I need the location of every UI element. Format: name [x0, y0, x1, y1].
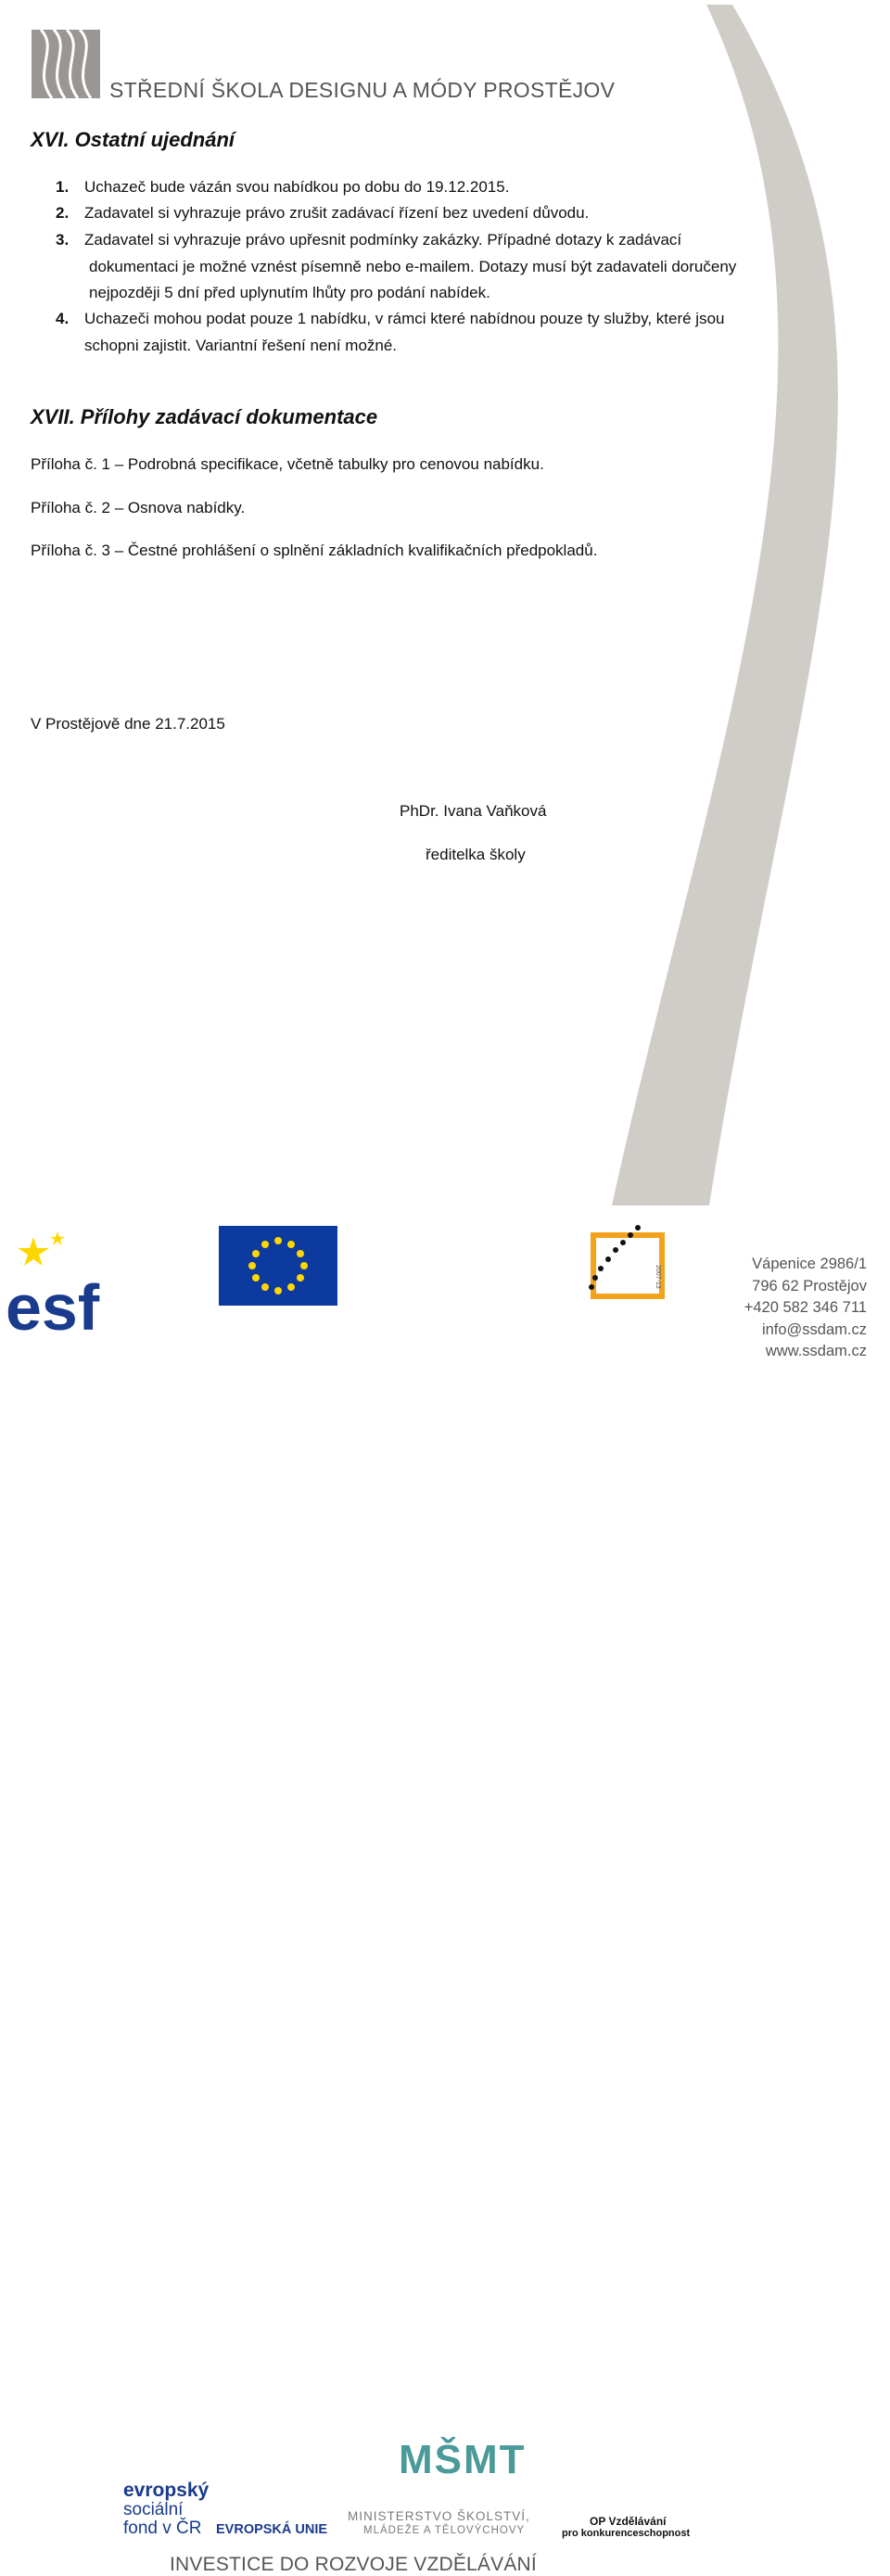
list-item: [56, 200, 797, 227]
list-text: schopni zajistit. Variantní řešení není možné.: [84, 336, 398, 354]
op-logo-icon: [588, 1224, 668, 1302]
svg-text:esf: esf: [6, 1271, 100, 1335]
eu-flag-icon: [219, 1226, 337, 1306]
signatory-role: ředitelka školy: [426, 846, 526, 863]
contact-address: Vápenice 2986/1: [752, 1256, 867, 1272]
investice-slogan: INVESTICE DO ROZVOJE VZDĚLÁVÁNÍ: [170, 2554, 537, 2575]
list-item: [56, 306, 797, 359]
op-years: 2007-13: [655, 1265, 661, 1289]
eu-label: EVROPSKÁ UNIE: [216, 2522, 328, 2537]
esf-line-3: fond v ČR: [123, 2519, 202, 2538]
attachment-item: Příloha č. 2 – Osnova nabídky.: [31, 499, 246, 516]
list-number: 1.: [56, 178, 70, 196]
attachment-item: Příloha č. 1 – Podrobná specifikace, včetně tabulky pro cenovou nabídku.: [31, 455, 544, 473]
list-item: [56, 227, 797, 307]
place-date: V Prostějově dne 21.7.2015: [31, 715, 225, 733]
contact-city: 796 62 Prostějov: [752, 1277, 867, 1294]
contact-web: www.ssdam.cz: [765, 1343, 867, 1359]
list-number: 2.: [56, 204, 70, 222]
msmt-line-1: MINISTERSTVO ŠKOLSTVÍ,: [348, 2509, 530, 2523]
esf-text: [123, 2481, 209, 2538]
esf-logo-icon: [4, 1226, 120, 1335]
list-text: Uchazeči mohou podat pouze 1 nabídku, v rámci které nabídnou pouze ty služby, které jsou: [84, 310, 725, 327]
list-text: Zadavatel si vyhrazuje právo upřesnit podmínky zakázky. Případné dotazy k zadávací: [84, 231, 682, 249]
section-xvi-title: XVI. Ostatní ujednání: [31, 128, 235, 151]
section-xvii-title: XVII. Přílohy zadávací dokumentace: [31, 405, 378, 428]
school-logo-icon: [32, 30, 100, 98]
list-item: [56, 174, 797, 201]
school-name: STŘEDNÍ ŠKOLA DESIGNU A MÓDY PROSTĚJOV: [109, 78, 616, 102]
msmt-line-2: MLÁDEŽE A TĚLOVÝCHOVY: [363, 2525, 526, 2536]
contact-phone: +420 582 346 711: [744, 1299, 867, 1316]
op-line-2: pro konkurenceschopnost: [562, 2528, 691, 2539]
list-text: Uchazeč bude vázán svou nabídkou po dobu do 19.12.2015.: [84, 178, 510, 196]
esf-line-1: evropský: [123, 2480, 210, 2501]
list-number: 4.: [56, 310, 70, 327]
list-number: 3.: [56, 231, 70, 249]
contact-email: info@ssdam.cz: [761, 1320, 867, 1338]
list-text: Zadavatel si vyhrazuje právo zrušit zadávací řízení bez uvedení důvodu.: [84, 204, 590, 222]
esf-line-2: sociální: [123, 2500, 184, 2519]
list-text: dokumentaci je možné vznést písemně nebo e-mailem. Dotazy musí být zadavateli doručeny: [89, 257, 737, 275]
contact-block: [737, 1254, 867, 1363]
attachment-item: Příloha č. 3 – Čestné prohlášení o splnění základních kvalifikačních předpokladů.: [31, 542, 598, 559]
list-text: nejpozději 5 dní před uplynutím lhůty pro podání nabídek.: [89, 284, 490, 301]
signatory-name: PhDr. Ivana Vaňková: [400, 802, 547, 820]
op-line-1: OP Vzdělávání: [590, 2515, 667, 2528]
msmt-logo: MŠMT: [399, 2437, 527, 2482]
